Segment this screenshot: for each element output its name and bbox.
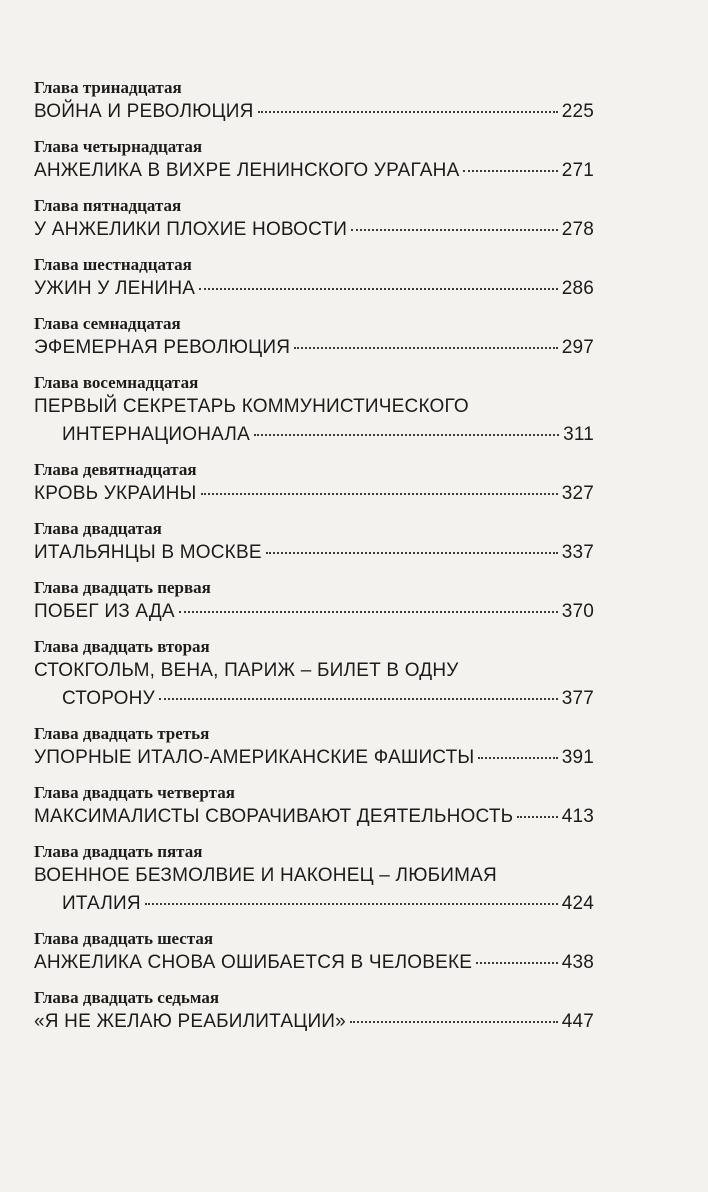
page-number: 424: [561, 893, 594, 914]
page-number: 278: [561, 219, 594, 240]
toc-title-line: [34, 157, 594, 185]
dot-leader: [463, 166, 557, 172]
toc-entry: [34, 373, 594, 449]
chapter-title: УЖИН У ЛЕНИНА: [34, 278, 196, 299]
chapter-title: КРОВЬ УКРАИНЫ: [34, 483, 197, 504]
chapter-title: «Я НЕ ЖЕЛАЮ РЕАБИЛИТАЦИИ»: [34, 1011, 346, 1032]
toc-entry: [34, 929, 594, 977]
toc-title-line-wrap: [34, 657, 594, 685]
page-number: 286: [561, 278, 594, 299]
toc-entry: [34, 137, 594, 185]
dot-leader: [350, 1017, 558, 1023]
toc-title-line: [34, 890, 594, 918]
toc-title-line: [34, 334, 594, 362]
chapter-title: СТОРОНУ: [62, 688, 155, 709]
chapter-title: АНЖЕЛИКА В ВИХРЕ ЛЕНИНСКОГО УРАГАНА: [34, 160, 460, 181]
chapter-title: АНЖЕЛИКА СНОВА ОШИБАЕТСЯ В ЧЕЛОВЕКЕ: [34, 952, 473, 973]
chapter-title: УПОРНЫЕ ИТАЛО-АМЕРИКАНСКИЕ ФАШИСТЫ: [34, 747, 475, 768]
chapter-label: Глава пятнадцатая: [34, 196, 182, 215]
toc-entry: [34, 724, 594, 772]
toc-entry: [34, 78, 594, 126]
toc-title-line-wrap: [34, 393, 594, 421]
toc-entry: [34, 196, 594, 244]
chapter-title: СТОКГОЛЬМ, ВЕНА, ПАРИЖ – БИЛЕТ В ОДНУ: [34, 660, 459, 681]
toc-title-line: [34, 275, 594, 303]
dot-leader: [199, 284, 558, 290]
toc-title-line: [34, 949, 594, 977]
chapter-label: Глава двадцать вторая: [34, 637, 210, 656]
toc-entry: [34, 578, 594, 626]
page-number: 413: [561, 806, 594, 827]
chapter-title: ИНТЕРНАЦИОНАЛА: [62, 424, 250, 445]
toc-entry: [34, 988, 594, 1036]
page-number: 271: [561, 160, 594, 181]
toc-entry: [34, 255, 594, 303]
page-number: 391: [561, 747, 594, 768]
chapter-label: Глава девятнадцатая: [34, 460, 197, 479]
toc-title-line: [34, 98, 594, 126]
toc-title-line: [34, 744, 594, 772]
toc-entry: [34, 842, 594, 918]
dot-leader: [517, 812, 557, 818]
chapter-label: Глава двадцать четвертая: [34, 783, 235, 802]
dot-leader: [254, 430, 559, 436]
toc-title-line: [34, 480, 594, 508]
dot-leader: [478, 753, 557, 759]
chapter-title: ИТАЛИЯ: [62, 893, 141, 914]
chapter-title: ВОЕННОЕ БЕЗМОЛВИЕ И НАКОНЕЦ – ЛЮБИМАЯ: [34, 865, 497, 886]
chapter-title: ЭФЕМЕРНАЯ РЕВОЛЮЦИЯ: [34, 337, 291, 358]
toc-title-line: [34, 421, 594, 449]
toc-title-line: [34, 1008, 594, 1036]
chapter-label: Глава двадцать шестая: [34, 929, 214, 948]
dot-leader: [266, 548, 558, 554]
toc-title-line: [34, 685, 594, 713]
page-number: 311: [563, 424, 594, 445]
chapter-label: Глава двадцать первая: [34, 578, 211, 597]
chapter-label: Глава двадцать третья: [34, 724, 210, 743]
chapter-label: Глава двадцать седьмая: [34, 988, 220, 1007]
table-of-contents: [34, 78, 594, 1047]
chapter-label: Глава восемнадцатая: [34, 373, 199, 392]
chapter-label: Глава двадцатая: [34, 519, 162, 538]
chapter-label: Глава семнадцатая: [34, 314, 181, 333]
toc-entry: [34, 460, 594, 508]
chapter-title: МАКСИМАЛИСТЫ СВОРАЧИВАЮТ ДЕЯТЕЛЬНОСТЬ: [34, 806, 514, 827]
dot-leader: [258, 107, 558, 113]
page-number: 438: [561, 952, 594, 973]
dot-leader: [179, 607, 558, 613]
chapter-label: Глава тринадцатая: [34, 78, 182, 97]
page-number: 225: [561, 101, 594, 122]
page-number: 327: [561, 483, 594, 504]
page-number: 447: [561, 1011, 594, 1032]
toc-title-line: [34, 598, 594, 626]
dot-leader: [476, 958, 558, 964]
dot-leader: [201, 489, 558, 495]
dot-leader: [351, 225, 558, 231]
dot-leader: [294, 343, 557, 349]
toc-title-line: [34, 539, 594, 567]
toc-title-line: [34, 803, 594, 831]
chapter-label: Глава четырнадцатая: [34, 137, 203, 156]
chapter-title: У АНЖЕЛИКИ ПЛОХИЕ НОВОСТИ: [34, 219, 348, 240]
toc-entry: [34, 314, 594, 362]
dot-leader: [159, 694, 558, 700]
chapter-label: Глава двадцать пятая: [34, 842, 203, 861]
page-number: 297: [561, 337, 594, 358]
chapter-title: ПОБЕГ ИЗ АДА: [34, 601, 175, 622]
dot-leader: [145, 899, 558, 905]
toc-entry: [34, 783, 594, 831]
page-number: 337: [561, 542, 594, 563]
toc-title-line: [34, 216, 594, 244]
toc-title-line-wrap: [34, 862, 594, 890]
toc-entry: [34, 637, 594, 713]
page-number: 370: [561, 601, 594, 622]
chapter-title: ИТАЛЬЯНЦЫ В МОСКВЕ: [34, 542, 262, 563]
toc-entry: [34, 519, 594, 567]
chapter-label: Глава шестнадцатая: [34, 255, 192, 274]
page-number: 377: [561, 688, 594, 709]
chapter-title: ПЕРВЫЙ СЕКРЕТАРЬ КОММУНИСТИЧЕСКОГО: [34, 396, 469, 417]
chapter-title: ВОЙНА И РЕВОЛЮЦИЯ: [34, 101, 254, 122]
